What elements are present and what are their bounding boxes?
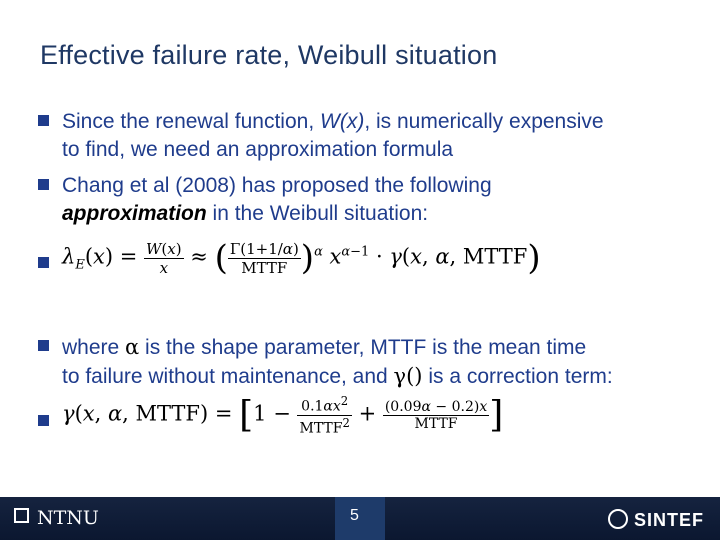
bullet-text: where [62,336,126,359]
bullet-square-icon [38,257,49,268]
bullet-text: to find, we need an approximation formula [62,138,454,161]
bullet-square-icon [38,340,49,351]
bullet-square-icon [38,179,49,190]
bullet-text: , is numerically expensive [364,110,604,133]
correction-term-formula: γ(x, α, MTTF) = [1 − $\frac{0.1\alpha x^2}{MTTF^2}$ + $\frac{(0.09\alpha - 0.2)x}{\text{MTTF}}$ ] [62,394,504,437]
ntnu-square-icon [14,508,29,523]
page-number-panel [335,497,385,540]
bullet-emphasis: approximation [62,202,207,225]
gamma-symbol: γ() [393,364,423,388]
bullet-text: to failure without maintenance, and [62,365,394,388]
sintef-circle-icon [608,509,628,529]
bullet-text: in the Weibull situation: [206,202,429,225]
page-number: 5 [350,507,359,524]
effective-failure-rate-formula: $\lambda_E(x)$ = $\frac{W(x)}{x}$ ≈ ( $\frac{\Gamma(1+1/\alpha)}{\text{MTTF}}$ )$^\alpha$ $x^{\alpha-1} \cdot \gamma(x$, α, MTTF) [62,238,541,278]
bullet-text: is the shape parameter, MTTF is the mean time [139,336,587,359]
page-title: Effective failure rate, Weibull situation [40,40,498,70]
bullet-text: Since the renewal function, [62,110,320,133]
alpha-symbol: α [125,335,140,359]
bullet-text: is a correction term: [422,365,613,388]
bullet-square-icon [38,415,49,426]
renewal-function-symbol: W(x) [320,110,365,133]
sintef-logo: SINTEF [608,509,704,531]
bullet-text: Chang et al (2008) has proposed the following [62,174,492,197]
bullet-square-icon [38,115,49,126]
ntnu-logo: NTNU [14,507,99,529]
